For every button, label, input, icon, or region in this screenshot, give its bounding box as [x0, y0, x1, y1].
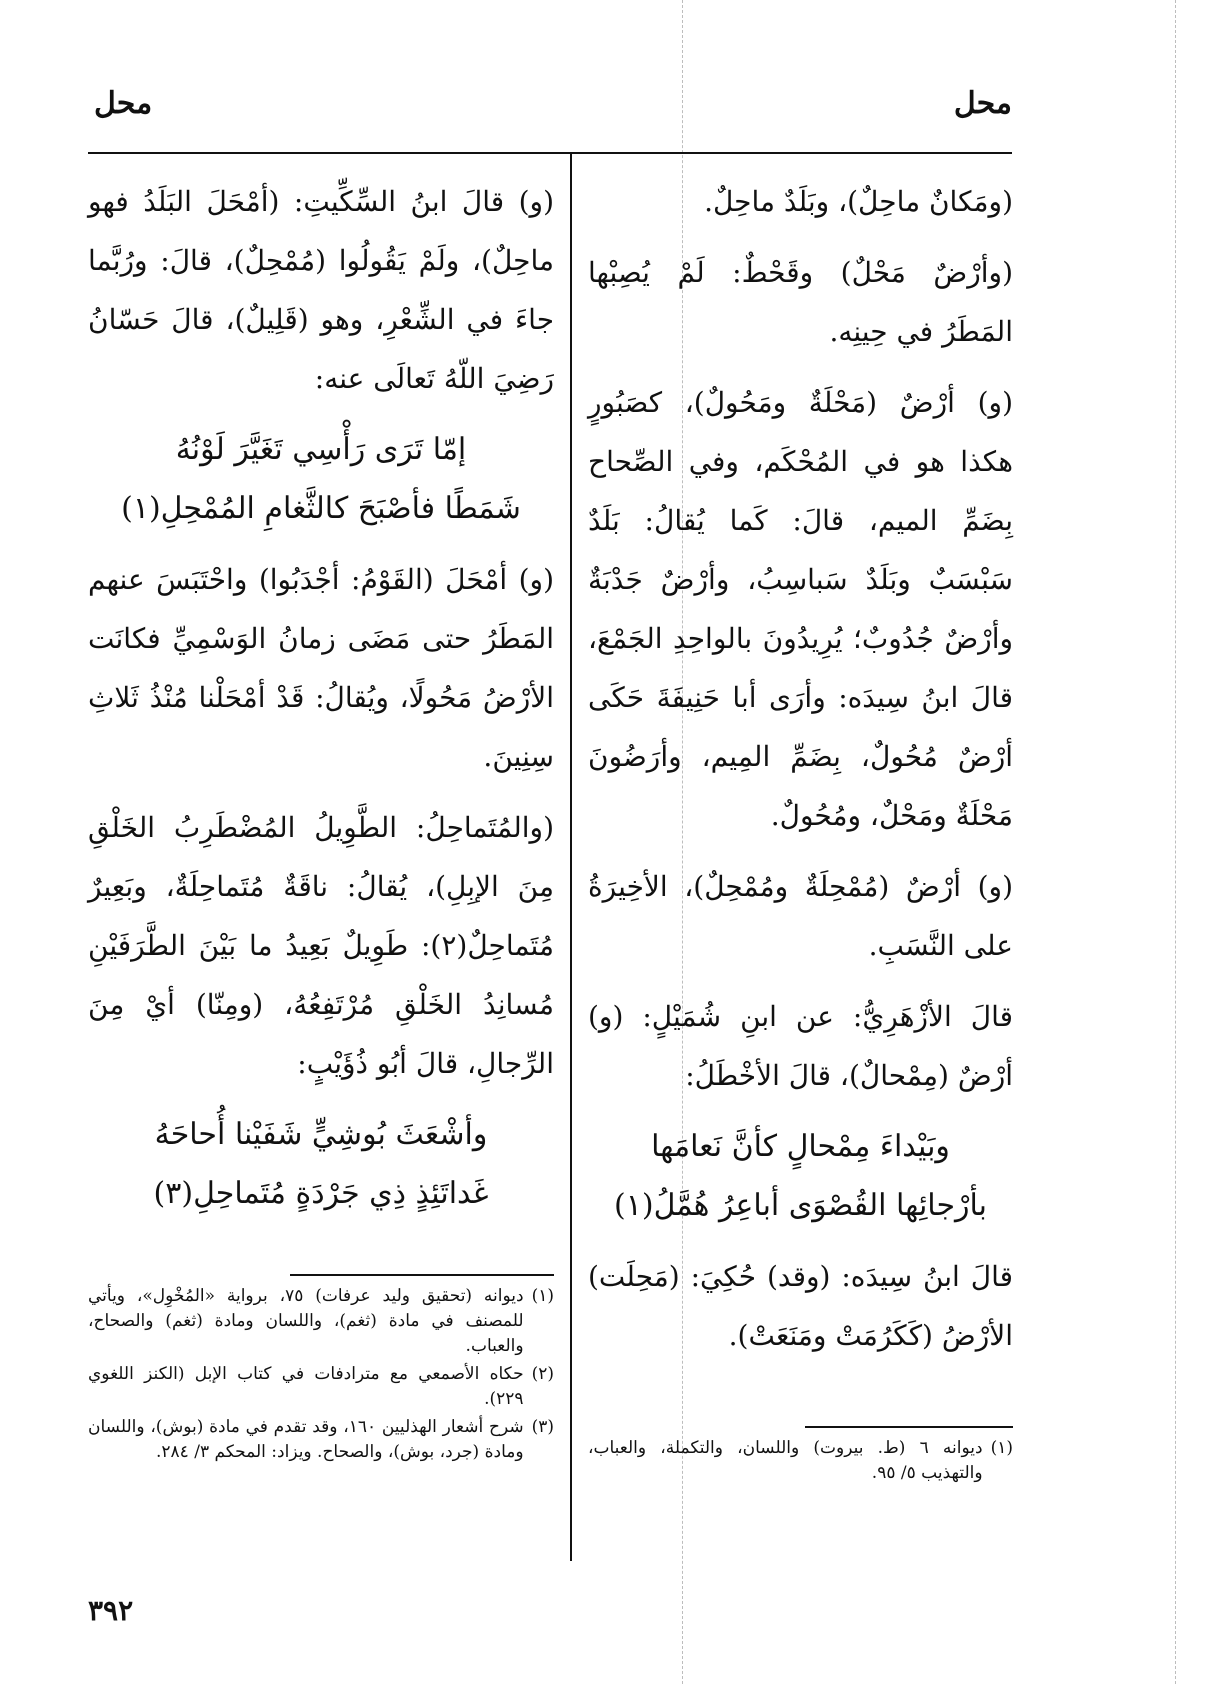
footnote	[88, 1362, 554, 1412]
footnote-number: (١)	[531, 1286, 554, 1306]
entry-paragraph: قالَ الأزْهَرِيُّ: عن ابنِ شُمَيْلٍ: (و) أرْضٌ (مِمْحالٌ)، قالَ الأخْطَلُ:	[588, 1000, 1013, 1092]
footnotes-right	[588, 1436, 1013, 1489]
verse-line: غَداتَئِذٍ ذِي جَرْدَةٍ مُتَماحِلِ(٣)	[153, 1176, 489, 1211]
entry-paragraph: (والمُتَماحِلُ: الطَّوِيلُ المُضْطَرِبُ الخَلْقِ مِنَ الإبِلِ)، يُقالُ: ناقَةٌ مُتَماحِلَةٌ، وبَعِيرٌ مُتَماحِلٌ(٢): طَوِيلٌ بَعِيدُ ما بَيْنَ الطَّرَفَيْنِ مُسانِدُ الخَلْقِ مُرْتَفِعُهُ، (ومِنّا) أيْ مِنَ الرِّجالِ، قالَ أبُو ذُؤَيْبٍ:	[88, 811, 554, 1080]
footnote-number: (١)	[990, 1438, 1013, 1458]
footnote	[88, 1415, 554, 1465]
entry-paragraph: (و) أمْحَلَ (القَوْمُ: أجْدَبُوا) واحْتَبَسَ عنهم المَطَرُ حتى مَضَى زمانُ الوَسْمِيِّ فكانَت الأرْضُ مَحُولًا، ويُقالُ: قَدْ أمْحَلْنا مُنْذُ ثَلاثِ سِنِينَ.	[88, 563, 554, 773]
page-number: ٣٩٢	[88, 1594, 134, 1627]
verse-line: وأشْعَثَ بُوشِيٍّ شَفَيْنا أُحاحَهُ	[154, 1117, 488, 1152]
footnote	[588, 1436, 1013, 1486]
verse-line: شَمَطًا فأصْبَحَ كالثَّغامِ المُمْحِلِ(١)	[121, 491, 521, 526]
running-header-left: محل	[94, 86, 153, 121]
footnote-number: (٢)	[531, 1364, 554, 1384]
verse-line: وبَيْداءَ مِمْحالٍ كأنَّ نَعامَها	[651, 1129, 950, 1164]
entry-paragraph: (و) أرْضٌ (مُمْحِلَةٌ ومُمْحِلٌ)، الأخِيرَةُ على النَّسَبِ.	[588, 870, 1013, 962]
verse-line: بأرْجائِها القُصْوَى أباعِرُ هُمَّلُ(١)	[614, 1188, 987, 1223]
verse-line: إمّا تَرَى رَأْسِي تَغَيَّرَ لَوْنُهُ	[175, 432, 467, 467]
footnote-text: حكاه الأصمعي مع مترادفات في كتاب الإبل (الكنز اللغوي ٢٢٩).	[88, 1364, 524, 1409]
footnote-number: (٣)	[531, 1417, 554, 1437]
right-column	[588, 172, 1013, 1377]
left-column	[88, 172, 554, 1235]
footnote-rule-left	[290, 1274, 554, 1276]
entry-paragraph: (و) أرْضٌ (مَحْلَةٌ ومَحُولٌ)، كصَبُورٍ هكذا هو في المُحْكَم، وفي الصِّحاح بِضَمِّ الميم، قالَ: كَما يُقالُ: بَلَدٌ سَبْسَبٌ وبَلَدٌ سَباسِبُ، وأرْضٌ جَدْبَةٌ وأرْضٌ جُدُوبٌ؛ يُرِيدُونَ بالواحِدِ الجَمْعَ، قالَ ابنُ سِيدَه: وأرَى أبا حَنِيفَةَ حَكَى أرْضٌ مُحُولٌ، بِضَمِّ المِيم، وأرَضُونَ مَحْلَةٌ ومَحْلٌ، ومُحُولٌ.	[588, 386, 1013, 832]
footnote	[88, 1284, 554, 1359]
entry-paragraph: (ومَكانٌ ماحِلٌ)، وبَلَدٌ ماحِلٌ.	[704, 185, 1013, 218]
footnote-text: شرح أشعار الهذليين ١٦٠، وقد تقدم في مادة (بوش)، واللسان ومادة (جرد، بوش)، والصحاح. ويزاد: المحكم ٣/ ٢٨٤.	[88, 1417, 524, 1462]
header-rule	[88, 152, 1012, 154]
column-divider	[570, 153, 572, 1561]
footnote-text: ديوانه (تحقيق وليد عرفات) ٧٥، برواية «المُخْوِل»، ويأتي للمصنف في مادة (ثغم)، واللسان ومادة (ثغم) والصحاح، والعباب.	[88, 1286, 524, 1356]
footnote-rule-right	[805, 1426, 1013, 1428]
footnote-text: ديوانه ٦ (ط. بيروت) واللسان، والتكملة، والعباب، والتهذيب ٥/ ٩٥.	[588, 1438, 983, 1483]
entry-paragraph: (و) قالَ ابنُ السِّكِّيتِ: (أمْحَلَ البَلَدُ فهو ماحِلٌ)، ولَمْ يَقُولُوا (مُمْحِلٌ)، قالَ: ورُبَّما جاءَ في الشِّعْرِ، وهو (قَلِيلٌ)، قالَ حَسّانُ رَضِيَ اللّهُ تَعالَى عنه:	[88, 185, 554, 395]
scan-edge-line	[1175, 0, 1176, 1684]
running-header-right: محل	[953, 86, 1012, 121]
entry-paragraph: (وأرْضٌ مَحْلٌ) وقَحْطٌ: لَمْ يُصِبْها المَطَرُ في حِينِه.	[588, 256, 1013, 348]
entry-paragraph: قالَ ابنُ سِيدَه: (وقد) حُكِيَ: (مَحِلَت) الأرْضُ (كَكَرُمَتْ ومَنَعَتْ).	[588, 1260, 1013, 1352]
footnotes-left	[88, 1284, 554, 1468]
